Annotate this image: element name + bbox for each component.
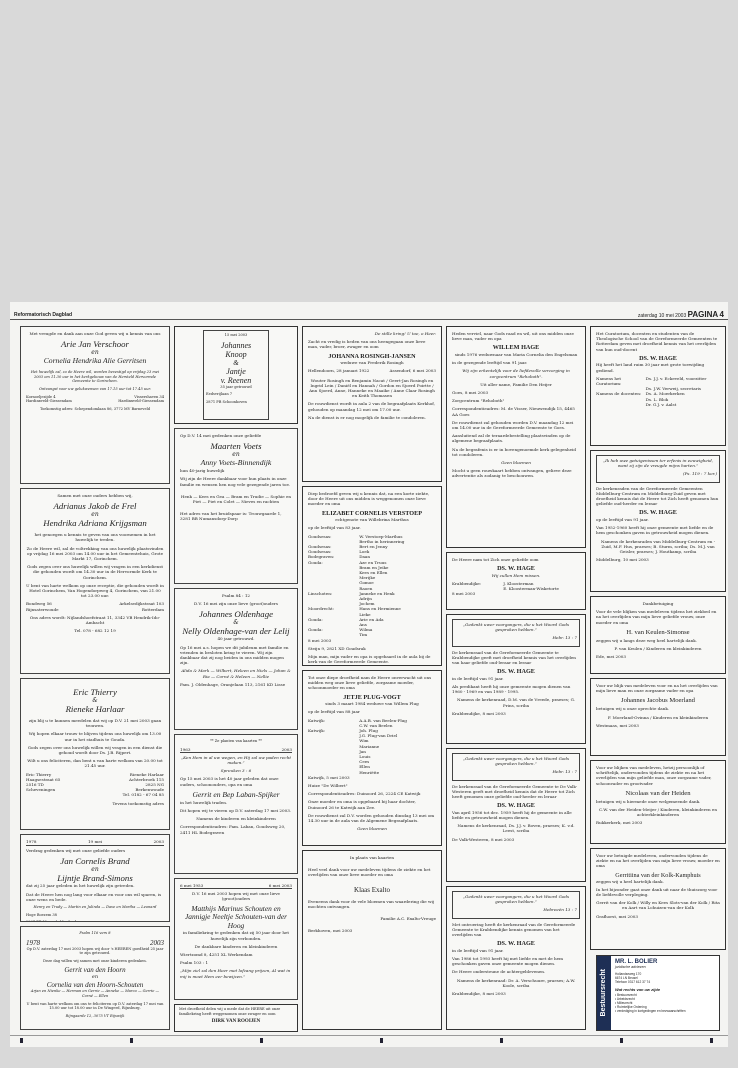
family-list	[308, 534, 436, 638]
family-row: Katwijk: A.A.B. van Beelen-Plug	[308, 717, 407, 723]
family-row: Henriëtte	[359, 769, 380, 775]
family-row: E. Kloosterman-Wisketorte	[503, 586, 559, 592]
footer-mark	[380, 1038, 383, 1043]
footer-mark	[20, 1038, 23, 1043]
announcement-anniversary-oldenhage: Psalm 84 : 12 D.V. 16 mei zijn onze lieve (groot)ouders Johannes Oldenhage & Nelly Oldenhage-van der Lelij 40 jaar getrouwd. Op 16 mei a.s. hopen we dit jubileum met familie en vrienden in besloten kring te vieren. Wij zijn dankbaar dat zij nog beiden in ons midden mogen zijn. Alida & Mark — Wilbert, Heleen en Niels — Johan & Ria — Corné & Heleen — Nellie Fam. J. Oldenhage, Oranjelaan 113, 2161 KD Lisse	[174, 588, 298, 730]
ad-side-banner: Bestuursrecht	[597, 956, 611, 1030]
announcement-anniversary-voets: Op D.V. 14 mei gedenken onze geliefde Maarten Voets en Anny Voets-Binnendijk hun 40-jarig huwelijk Wij zijn de Heere dankbaar voor hun plaats in onze familie en wensen hen nog vele gezegende jaren toe. Henk — Kees en Gea — Bram en Trudie — Sophie en Piet — Piet en Colet — Nieves en rachten Het adres van het bruidspaar is: Trouwgaarde 1, 3281 BB Numansdorp-Dorp	[174, 428, 298, 584]
death-notice-verstoep: Diep bedroefd geven wij u kennis dat, na een korte ziekte, door de Heere uit ons midden is weggenomen onze lieve moeder en oma ELIZABET CORNELIS VERSTOEP echtgenote van Willebrina Marthus op de leeftijd van 83 jaar. Goudsesas: W. Verstoep-Marthus Bertho in herinnering Goudsesas: Bert en Jenny Goudsesas: Loek Bodegraven: Daan Gouda: Aze en Truus Bram en Jeike Kees en Ellen Merijke Gomoe Raoen Linschoten: Janneke en Henk Adrijn Jochem Moordrecht: Hans en Hermienne Lieke Gouda: Arie en Ada Ans Gouda: Wilma Tim 8 mei 2003 Steijn 9, 2821 XD Goudsrak Mijn man, mijn vader en opa is opgebaard in de aula bij de kerk van de Gereformeerde Gemeente.	[302, 486, 442, 666]
ad-address-line: Hollandseweg 170	[615, 972, 642, 977]
announcement-anniversary-brand: 1978 19 mei 2003 Verdrag gedenken wij met onze geliefde ouders Jan Cornelis Brand en Lijntje Brand-Simons dat zij 25 jaar geleden in het huwelijk zijn getreden. Dat de Heere hen nog lang voor elkaar en voor ons wil sparen, is onze wens en bede. Henry en Trudy — Martin en Julinda — Dave en Martha — Leonard Hoge Boezem 38	[20, 834, 170, 922]
announcement-wedding-thierry: Eric Thierry & Rieneke Harlaar zijn blij u te kunnen meedelen dat wij op D.V. 21 mei 2003 gaan trouwen. Wij hopen elkaar trouw te blijven tijdens ons huwelijk om 13.00 uur in het stadhuis te Gouda. Gods zegen over ons huwelijk willen wij vragen in een dienst die gehoud wordt door Ds. J.B. Rijpert. Wilt u ons feliciteren, dan bent u van harte welkom van 20.00 tot 21.45 uur. Eric Thierry Rieneke Harlaar Haagsestraat 65 Achterbroek 115 2516 TD 2825 NG Scheveningen Berkenwoude Tel. 0182 - 67 04 85 Tevens toekomstig adres	[20, 678, 170, 830]
death-notice-hage-krabbendijke: „Gedenkt uwer voorgangers, die u het Woord Gods gesproken hebben.” Hebr. 13 : 7 De kerkenraad van de Gereformeerde Gemeente te Krabbendijke geeft met droefheid kennis van het overlijden van haar geliefde oud-leraar en leraar DS. W. HAGE in de leeftijd van 91 jaar. Als predikant heeft hij onze gemeente mogen dienen van 1960 - 1969 en van 1989 - 1995. Namens de kerkenraad, D.M. van de Vreede, praeses; G. Prins, scriba Krabbendijke, 8 mei 2003	[446, 614, 586, 744]
family-list	[308, 718, 436, 775]
family-row: Adrijn	[359, 595, 372, 601]
family-row: Gomoe	[359, 580, 374, 586]
family-row: Gouda: Aze en Truus	[308, 559, 387, 565]
ad-service-item: • Milieurecht	[615, 1001, 633, 1006]
signatory-row: Ds. L. Blok	[645, 396, 669, 402]
family-row: Marianne	[359, 743, 380, 749]
family-row: Gouda: Arie en Ada	[308, 616, 384, 622]
page-indicator: zaterdag 10 mei 2003 PAGINA 4	[637, 310, 724, 319]
family-row: Bodegraven: Daan	[308, 554, 370, 560]
death-notice-hage-nephew: De Heere nam tot Zich onze geliefde oom DS. W. HAGE Wij zullen Hem missen. Krabbendijke: J. Kloosterman E. Kloosterman-Wisketorte 8 mei 2003	[446, 552, 586, 610]
family-row: J.G. Plug-van Driel	[359, 733, 398, 739]
death-notice-van-rooijen: Met droefheid delen wij u mede dat de HEERE uit onze familiekring heeft weggenomen onze zwager en oom DIRK VAN ROOIJEN	[174, 1004, 298, 1032]
family-row: Louis	[359, 753, 371, 759]
thank-you-exalto: In plaats van kaarten Heel veel dank voor uw medeleven tijdens de ziekte en het overlijden van onze lieve moeder en oma Klaas Exalto Eveneens dank voor de vele bloemen van waardering die wij mochten ontvangen. Familie A.C. Exalto-Vreuge Berkhoven, mei 2003	[302, 850, 442, 1030]
ad-address-line: 6674 LN Beusel	[615, 976, 638, 981]
family-row: Goudsesas: Bert en Jenny	[308, 543, 388, 549]
thank-you-moerland: Voor uw blijk van medeleven voor en na het overlijden van mijn lieve man en onze zorgzame vader en opa Johannes Jacobus Moerland betuigen wij u onze oprechte dank. F. Moerland-Ovinna / Kinderen en kleinkinderen Westmaas, mei 2003	[590, 678, 726, 756]
ad-service-item: • verdediging in kortgedingen en bezwaarschriften	[615, 1009, 686, 1014]
page-number: 4	[719, 310, 724, 319]
family-row: Goudsesas: W. Verstoep-Marthus	[308, 533, 403, 539]
death-notice-hage-middelburg: „Ik heb uwe getuigenissen ter erfenis in eeuwigheid, want zij zijn de vreugde mijns harten.” (Ps. 119 : 7 kor.) De kerkenraden van de Gereformeerde Gemeenten Middelburg-Centrum en Middelburg-Zuid geven met droefheid kennis dat de Heere tot Zich heeft genomen hun geliefde oud-herder en leraar DS. W. HAGE op de leeftijd van 91 jaar. Van 1952-1960 heeft hij onze gemeente met liefde en de hem geschonken gaven in getrouwheid mogen dienen. Namens de kerkenraden van Middelburg-Centrum en -Zuid, M.F. Hus, praeses; B. Sturm, scriba; Ds. M.J. van Geisler, praeses; J. Houtkamp, scriba Middelburg, 10 mei 2003	[590, 450, 726, 592]
signatory-row: Ds. J.W. Verweij, secretaris	[645, 386, 702, 392]
footer-mark	[710, 1038, 713, 1043]
death-notice-hage-krabbendijke-2: „Gedenkt uwer voorgangers, die u het Woord Gods gesproken hebben.” Hebreeën 13 : 7 Met ontroering heeft de kerkenraad van de Gereformeerde Gemeente te Krabbendijke kennis genomen van het overlijden van DS. W. HAGE in de leeftijd van 91 jaar. Van 1986 tot 1993 heeft hij met liefde en met de hem geschonken gaven onze gemeente mogen dienen. De Heere ondersteune de achtergeblevenen. Namens de kerkenraad: Dr. A. Verschuure, praeses; A.W. Koole, scriba Krabbendijke, 8 mei 2003	[446, 886, 586, 1030]
ad-brand: MR. L. BOLIER	[615, 959, 658, 965]
family-row: Linschoten: Janneke en Henk	[308, 590, 395, 596]
footer-mark	[620, 1038, 623, 1043]
family-row: C.W. van Beelen	[359, 722, 393, 728]
death-notice-hage-family: Heden verviel, naar Gods raad en wil, uit ons midden onze lieve man, vader en opa WILLEM HAGE sinds 1976 weduwnaar van Maria Cornelia den Engelsman in de gezegende leeftijd van 91 jaar. Wij zijn erkentelijk voor de liefdevolle verzorging in zorgcentrum "Rehoboth". Uit aller name, Familie Den Heijer Goes, 8 mei 2003 Zorgcentrum "Rehoboth" Correspondentieadres: M. de Visser, Nieuwendijk 15, 4465 AA Goes De rouwdienst zal gehouden worden D.V. maandag 12 mei om 14.00 uur in de Gereformeerde Gemeente te Goes. Aansluitend zal de teraardebestelling plaatsvinden op de algemene begraafplaats. Na de begrafenis is er in bovengenoemde kerk gelegenheid tot condoleren. Geen bloemen Mocht u geen rouwkaart hebben ontvangen, gelieve deze advertentie als zodanig te beschouwen.	[446, 326, 586, 548]
announcement-anniversary-knoop: 15 mei 2003 Johannes Knoop & Jantje v. Reenen 35 jaar getrouwd Eedsvrijlaan 7 2871 PB Schoonhoven	[174, 326, 298, 424]
signatory-row: Namens het Curatorium: Ds. J.J. v. Eckeveld, voorzitter	[596, 375, 707, 386]
family-row: Merijke	[359, 575, 376, 581]
paper-name: Reformatorisch Dagblad	[14, 312, 73, 318]
family-row: Cees	[359, 759, 370, 765]
family-row: Ans	[359, 621, 367, 627]
thank-you-van-der-kolk: Voor uw betuigde medeleven, ondervonden tijdens de ziekte en na het overlijden van mijn lieve vrouw, moeder en oma Gerritiina van der Kolk-Kamphuis zeggen wij u heel hartelijk dank. In het bijzonder gaat onze dank uit naar de thuiszorg voor de liefdevolle verpleging. Gerrit van der Kolk / Willy en Kees Slots-van der Kolk / Rita en Aart van Lohuizen-van der Kolk Grafhorst, mei 2003	[590, 848, 726, 950]
ad-service-item: • Bestuursrecht	[615, 992, 637, 997]
family-row: Ellen	[359, 764, 370, 770]
ad-service-item: • Arbeidsrecht	[615, 996, 635, 1001]
family-row: Bram en Jeike	[359, 564, 389, 570]
page-header	[10, 302, 728, 320]
family-row: Bertho in herinnering	[359, 538, 405, 544]
death-notice-plug-vogt: Tot onze diepe droefheid nam de Heere onverwacht uit ons midden weg onze lieve geliefde, zorgzame moeder, schoonmoeder en oma JETJE PLUG-VOGT sinds 3 maart 1984 weduwe van Willem Plug op de leeftijd van 88 jaar Katwijk: A.A.B. van Beelen-Plug C.W. van Beelen Katwijk: Joh. Plug J.G. Plug-van Driel Wim Marianne Jan Louis Cees Ellen Henriëtte Katwijk, 5 mei 2003 Huize "De Wilbert" Correspondentieadres: Duinoord 26, 2224 CE Katwijk Onze moeder en oma is opgebaard bij haar dochter, Duinoord 26 te Katwijk aan Zee. De rouwdienst zal D.V. worden gehouden dinsdag 13 mei om 14.30 uur in de aula van de Algemene Begraafplaats. Geen bloemen	[302, 670, 442, 846]
announcement-anniversary-laban: ** Ze planten van kaarten ** 1963 2003 „Ken Hem in al uw wegen, en Hij zal uw paden recht maken.” Spreuken 3 : 6 Op 15 mei 2003 is het 40 jaar geleden dat onze ouders, schoonouders, opa en oma Gerrit en Bep Laban-Spijker in het huwelijk traden. Dit hopen wij te vieren op D.V. zaterdag 17 mei 2003. Namens de kinderen en kleinkinderen Correspondentieadres: Fam. Laban, Goudsweg 20, 2411 HL Bodegraven	[174, 734, 298, 874]
family-row: Gouda: Wilma	[308, 627, 373, 633]
announcement-wedding-de-frel: Samen met onze ouders hebben wij, Adrianus Jakob de Frel en Hendrika Adriana Krijgsman het genoegen u kennis te geven van ons voornemen in het huwelijk te treden. Zo de Heere wil, zal de voltrekking van ons huwelijk plaatsvinden op vrijdag 16 mei 2003 om 14.00 uur in het Gemeentehuis, Grote Markt 17, Gorinchem. Gods zegen over ons huwelijk willen wij vragen in een kerkdienst die gehouden wordt om 14.30 uur in de Hervormde Kerk te Gorinchem. U bent van harte welkom op onze receptie, die gehouden wordt in Hotel Gorinchem, Van Hogendorpweg 4, Gorinchem, van 21.00 tot 23.00 uur. Bondweg 56 Arkelsedijkstraat 103 Rijnsaterwoude Rotterdam Ons adres wordt: Nijlandshoefstraat 11, 3342 VB Hendrik-Ido-Ambacht Tel. 078 - 682 12 19	[20, 488, 170, 674]
death-notice-hage-curatorium: Het Curatorium, docenten en studenten van de Theologische School van de Gereformeerde Gemeenten te Rotterdam geven met droefheid kennis van het overlijden van hun oud-docent DS. W. HAGE Hij heeft het land ruim 30 jaar met grote toewijding gediend. Namens het Curatorium: Ds. J.J. v. Eckeveld, voorzitter Ds. J.W. Verweij, secretaris Namens de docenten: Ds. A. Moerkerken Ds. L. Blok Dr. G.J. v. Aalst	[590, 326, 726, 446]
page-footer	[10, 1035, 728, 1045]
family-row: Krabbendijke: J. Kloosterman	[452, 580, 534, 586]
signatory-row: Dr. G.J. v. Aalst	[645, 401, 677, 407]
death-notice-rosingh: De stille kring! U toe, o Heer. Zacht en vredig is heden van ons heengegaan onze lieve man, vader, broer, zwager en oom JOHANNA ROSINGH-JANSEN weduwe van Frederik Rosingh Hellendoorn, 28 januari 1922 Assendorf, 6 mei 2003 Wouter Rosingh en Benjamin Nacat / Geert-Jan Rosingh en Ingrid Lein / Daniël en Hannah / Gordon en Sjoerd Poirtte / Ann Sjoerd, Anne, Hanneke en Maaike / Anne Claar Rosingh en Keith Thomasen De rouwdienst wordt in aula 2 van de begraafplaats Kerkhof, gehouden op maandag 12 mei om 17.00 uur. Na de dienst is er nog mogelijk de familie te condoleren.	[302, 326, 442, 482]
family-row: Katwijk: Joh. Plug	[308, 727, 378, 733]
announcement-wedding-verschoor: Met vreugde en dank aan onze God geven wij u kennis van ons Arie Jan Verschoor en Cornelia Hendrika Alie Gerritsen Het huwelijk zal, zo de Heere wil, worden bevestigd op vrijdag 23 mei 2003 om 11.30 uur in het kerkgebouw van de Hersteld Hervormde Gemeente te Gorinchem. Ontvangst voor uw gelukwensen van 17.15 uur tot 17.45 uur. Kornoeljezijde 4 Vissershaven 34 Hardinxveld-Giessendam Hardinxveld-Giessendam Toekomstig adres: Schependomlaan 86, 3772 MV Barneveld	[20, 326, 170, 484]
death-notice-hage-de-valk: „Gedenkt uwer voorgangers, die u het Woord Gods gesproken hebben.” Hebr. 13 : 7 De kerkenraad van de Gereformeerde Gemeente te De Valk-Westeren geeft met droefheid kennis dat de Heere tot Zich heeft genomen onze geliefde oud-herder en leraar DS. W. HAGE Van april 1956 tot dec. 1959 heeft hij de gemeente in alle liefde en getrouwheid mogen dienen. Namens de kerkenraad, Ds. J.J. v. Boven, praeses; K. v.d. Leest, scriba De Valk-Westeren, 8 mei 2003	[446, 748, 586, 882]
family-row: Tim	[359, 632, 368, 638]
family-row: Lieke	[359, 611, 371, 617]
family-row: Jan	[359, 748, 366, 754]
footer-mark	[130, 1038, 133, 1043]
thank-you-van-der-heiden: Voor uw blijken van medeleven, hetzij persoonlijk of schriftelijk, ondervonden tijdens de ziekte en na het overlijden van mijn geliefde man, onze zorgzame vader, schoonvader en grootvader Nicolaas van der Heiden betuigen wij u hiermede onze welgemeende dank. C.W. van der Heiden-Meijer / Kinderen, kleinkinderen en achterkleinkinderen Rukkerkerk, mei 2003	[590, 760, 726, 844]
footer-mark	[500, 1038, 503, 1043]
thank-you-van-keulen: Dankbetuiging Voor de vele blijken van medeleven tijdens het ziekbed en na het overlijden van mijn lieve geliefde vrouw, onze moeder en oma H. van Keulen-Simonse zeggen wij u langs deze weg heel hartelijk dank. P. van Keulen / Kinderen en kleinkinderen Ede, mei 2003	[590, 596, 726, 674]
family-row: Raoen	[359, 585, 373, 591]
family-row: Jochem	[359, 601, 375, 607]
announcement-anniversary-schouten: 6 mei 1953 6 mei 2003 D.V. 16 mei 2003 hopen wij met onze lieve (groot)ouders Matthijs Marinus Schouten en Jannigje Neeltje Schouten-van der Hoog in familiekring te gedenken dat zij 50 jaar door het huwelijk zijn verbonden. De dankbare kinderen en kleinkinderen Wiertzomd 8, 4251 XL Werkendam Psalm 103 : 1 „Mijn ziel zal den Heer met lofzang prijzen, Al wat in mij is moet Hem eer bewijzen.”	[174, 878, 298, 1000]
announcement-anniversary-van-den-hoorn: Psalm 116 vers 8 1978 2003 Op D.V. zaterdag 17 mei 2003 hopen wij door 's HEEREN goedheid 25 jaar te zijn getrouwd. Deze dag willen wij samen met onze kinderen gedenken. Gerrit van den Hoorn en Cornelia van den Hoorn-Schouten Arjan en Nienke — Herman en Gerrie — Anneke — Marco — Gerrie — Corné — Ellen U bent van harte welkom om ons te feliciteren op D.V. zaterdag 17 mei van 15.00 uur tot 18.00 uur in De Wingerd, Rijnsburg. Rijngaarde 12, 3075 VT Rijswijk	[20, 926, 170, 1030]
family-row: Moordrecht: Hans en Hermienne	[308, 606, 401, 612]
ad-service-item: • Ruimtelijke Ordening	[615, 1005, 647, 1010]
family-row: Goudsesas: Loek	[308, 549, 370, 555]
advertisement-bolier: Bestuursrecht MR. L. BOLIER juridische adviezen Hollandseweg 170 6674 LN Beusel Telefoon 0317 612 37 74 Wat rechts van uw zijde • Bestuursrecht • Arbeidsrecht • Milieurecht • Ruimtelijke Ordening • verdediging in kortgedingen en bezwaarschriften	[596, 955, 720, 1031]
family-row: Wim	[359, 738, 369, 744]
family-row: Kees en Ellen	[359, 569, 388, 575]
signatory-row: Namens de docenten: Ds. A. Moerkerken	[596, 391, 685, 397]
footer-mark	[260, 1038, 263, 1043]
ad-address-line: Telefoon 0317 612 37 74	[615, 980, 651, 985]
